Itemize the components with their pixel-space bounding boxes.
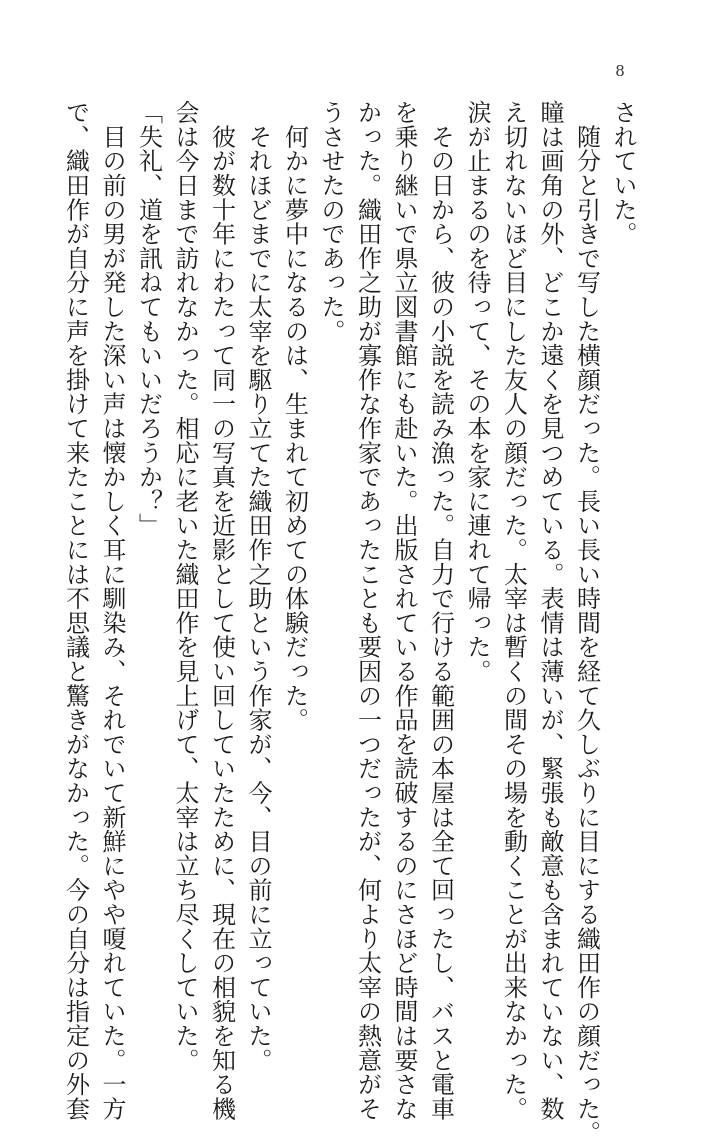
text-line: 彼が数十年にわたって同一の写真を近影として使い回していたために、現在の相貌を知る機 xyxy=(207,100,236,1121)
text-line: それほどまでに太宰を駆り立てた織田作之助という作家が、今、目の前に立っていた。 xyxy=(244,100,272,1072)
body-text xyxy=(57,100,641,1145)
text-line: されていた。 xyxy=(609,100,637,246)
text-line: 「失礼、道を訊ねてもいいだろうか？」 xyxy=(134,100,163,538)
text-line: で、織田作が自分に声を掛けて来たことには不思議と驚きがなかった。今の自分は指定の外套 xyxy=(61,100,90,1121)
text-line: その日から、彼の小説を読み漁った。自力で行ける範囲の本屋は全て回ったし、バスと電車 xyxy=(426,100,455,1121)
text-line: 会は今日まで訪れなかった。相応に老いた織田作を見上げて、太宰は立ち尽くしていた。 xyxy=(171,100,199,1072)
text-line: 涙が止まるのを待って、その本を家に連れて帰った。 xyxy=(463,100,491,684)
text-line: 随分と引きで写した横顔だった。長い長い時間を経て久しぶりに目にする織田作の顔だった。 xyxy=(572,100,601,1145)
text-line: 瞳は画角の外、どこか遠くを見つめている。表情は薄いが、緊張も敵意も含まれていない、数 xyxy=(536,100,564,1121)
text-line: うさせたのであった。 xyxy=(317,100,345,343)
text-line: 目の前の男が発した深い声は懐かしく耳に馴染み、それでいて新鮮にやや嗄れていた。一方 xyxy=(98,100,126,1121)
text-line: え切れないほど目にした友人の顔だった。太宰は暫くの間その場を動くことが出来なかった。 xyxy=(499,100,528,1121)
text-line: 何かに夢中になるのは、生まれて初めての体験だった。 xyxy=(280,100,309,732)
text-line: かった。織田作之助が寡作な作家であったことも要因の一つだったが、何より太宰の熱意がそ xyxy=(353,100,382,1121)
text-line: を乗り継いで県立図書館にも赴いた。出版されている作品を読破するのにさほど時間は要さな xyxy=(390,100,418,1121)
page-number: 8 xyxy=(615,62,625,80)
